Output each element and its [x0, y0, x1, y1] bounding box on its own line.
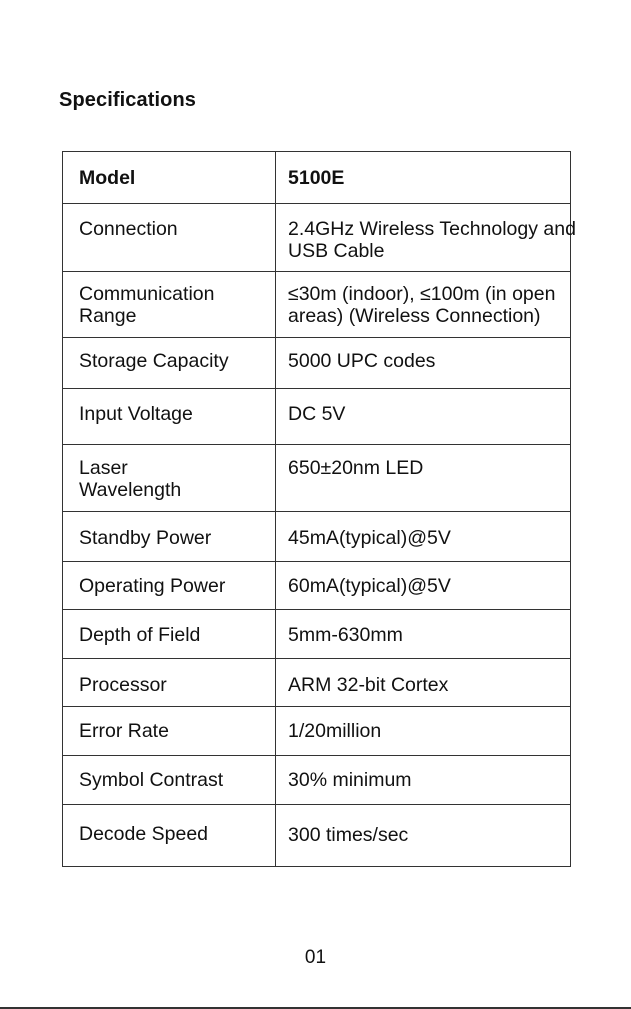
table-row	[63, 389, 571, 445]
row-label: Operating Power	[79, 575, 226, 597]
row-value: 1/20million	[288, 720, 382, 742]
table-row	[63, 562, 571, 610]
header-value: 5100E	[288, 167, 345, 189]
table-row	[63, 204, 571, 272]
row-value: 5mm-630mm	[288, 624, 403, 646]
specifications-table	[62, 151, 576, 867]
row-value: 45mA(typical)@5V	[288, 527, 451, 549]
row-label: Storage Capacity	[79, 350, 229, 372]
table-row	[63, 805, 571, 867]
page-number: 01	[304, 947, 327, 968]
row-value: ≤30m (indoor), ≤100m (in open areas) (Wireless Connection)	[288, 283, 556, 327]
row-label: Laser Wavelength	[79, 457, 182, 501]
row-label: Decode Speed	[79, 823, 209, 845]
row-label: Connection	[79, 218, 178, 240]
page-title: Specifications	[59, 89, 196, 111]
row-value: 650±20nm LED	[288, 457, 424, 479]
table-header-row	[63, 152, 571, 204]
row-label: Error Rate	[79, 720, 169, 742]
row-label: Communication Range	[79, 283, 215, 327]
row-value: DC 5V	[288, 403, 346, 425]
header-value-cell	[276, 152, 571, 204]
row-label: Depth of Field	[79, 624, 201, 646]
table-row	[63, 445, 571, 512]
table-row	[63, 512, 571, 562]
table-row	[63, 272, 571, 338]
row-value: 2.4GHz Wireless Technology and USB Cable	[288, 218, 576, 262]
header-label: Model	[79, 167, 136, 189]
row-value: ARM 32-bit Cortex	[288, 674, 449, 696]
table-row	[63, 707, 571, 756]
table-row	[63, 756, 571, 805]
table-row	[63, 610, 571, 659]
row-label: Standby Power	[79, 527, 212, 549]
row-label: Processor	[79, 674, 167, 696]
table-row	[63, 659, 571, 707]
row-value: 300 times/sec	[288, 824, 409, 846]
row-value: 30% minimum	[288, 769, 412, 791]
row-label: Input Voltage	[79, 403, 193, 425]
table-row	[63, 338, 571, 389]
row-value: 5000 UPC codes	[288, 350, 436, 372]
row-value: 60mA(typical)@5V	[288, 575, 451, 597]
header-label-cell	[63, 152, 276, 204]
row-label: Symbol Contrast	[79, 769, 224, 791]
